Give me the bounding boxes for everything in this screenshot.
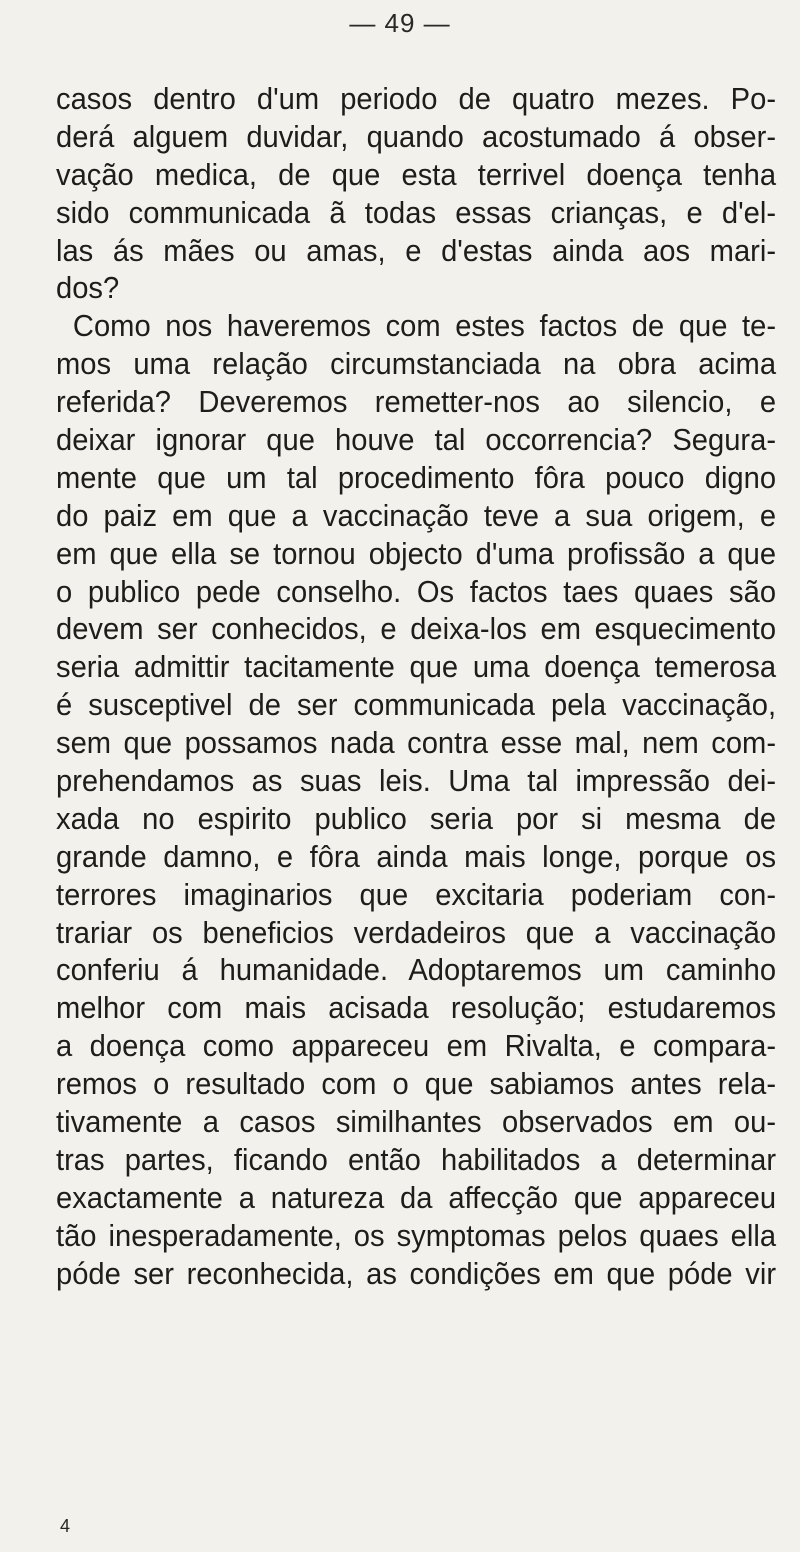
text-line: prehendamos as suas leis. Uma tal impressão dei- xyxy=(56,763,777,799)
text-line: devem ser conhecidos, e deixa-los em esquecimento xyxy=(56,611,777,647)
text-line: tras partes, ficando então habilitados a determinar xyxy=(56,1141,777,1177)
paragraph-start-line: Como nos haveremos com estes factos de que te- xyxy=(72,308,777,344)
text-line: vação medica, de que esta terrivel doença tenha xyxy=(56,156,777,192)
text-line: sido communicada ã todas essas crianças, e d'el- xyxy=(56,194,777,230)
text-line: terrores imaginarios que excitaria poderiam con- xyxy=(56,876,777,912)
text-line: trariar os beneficios verdadeiros que a vaccinação xyxy=(56,914,777,950)
text-line: tão inesperadamente, os symptomas pelos quaes ella xyxy=(56,1217,777,1253)
text-line: derá alguem duvidar, quando acostumado á obser- xyxy=(56,118,777,154)
text-line: do paiz em que a vaccinação teve a sua origem, e xyxy=(56,497,777,533)
text-line: o publico pede conselho. Os factos taes quaes são xyxy=(56,573,777,609)
text-line: xada no espirito publico seria por si mesma de xyxy=(56,800,777,836)
text-line: melhor com mais acisada resolução; estudaremos xyxy=(56,990,777,1026)
text-line: sem que possamos nada contra esse mal, nem com- xyxy=(56,725,777,761)
signature-mark: 4 xyxy=(60,1516,71,1536)
text-line: referida? Deveremos remetter-nos ao silencio, e xyxy=(56,384,777,420)
text-line: dos? xyxy=(56,270,120,306)
text-line: conferiu á humanidade. Adoptaremos um caminho xyxy=(56,952,777,988)
text-line: a doença como appareceu em Rivalta, e compara- xyxy=(56,1028,777,1064)
text-line: mente que um tal procedimento fôra pouco digno xyxy=(56,459,777,495)
page-number: — 49 — xyxy=(349,8,451,38)
text-line: deixar ignorar que houve tal occorrencia? Segura- xyxy=(56,422,777,458)
text-line: em que ella se tornou objecto d'uma profissão a que xyxy=(56,535,777,571)
text-line: las ás mães ou amas, e d'estas ainda aos mari- xyxy=(56,232,777,268)
text-line: remos o resultado com o que sabiamos antes rela- xyxy=(56,1066,777,1102)
text-line: casos dentro d'um periodo de quatro mezes. Po- xyxy=(56,81,777,116)
text-line: seria admittir tacitamente que uma doença temerosa xyxy=(56,649,777,685)
text-line: grande damno, e fôra ainda mais longe, porque os xyxy=(56,838,777,874)
text-line: exactamente a natureza da affecção que appareceu xyxy=(56,1179,777,1215)
text-line: póde ser reconhecida, as condições em que póde vir xyxy=(56,1255,777,1291)
text-line: mos uma relação circumstanciada na obra acima xyxy=(56,346,777,382)
text-line: tivamente a casos similhantes observados em ou- xyxy=(56,1104,777,1140)
text-line: é susceptivel de ser communicada pela vaccinação, xyxy=(56,687,777,723)
body-text xyxy=(56,80,776,1293)
